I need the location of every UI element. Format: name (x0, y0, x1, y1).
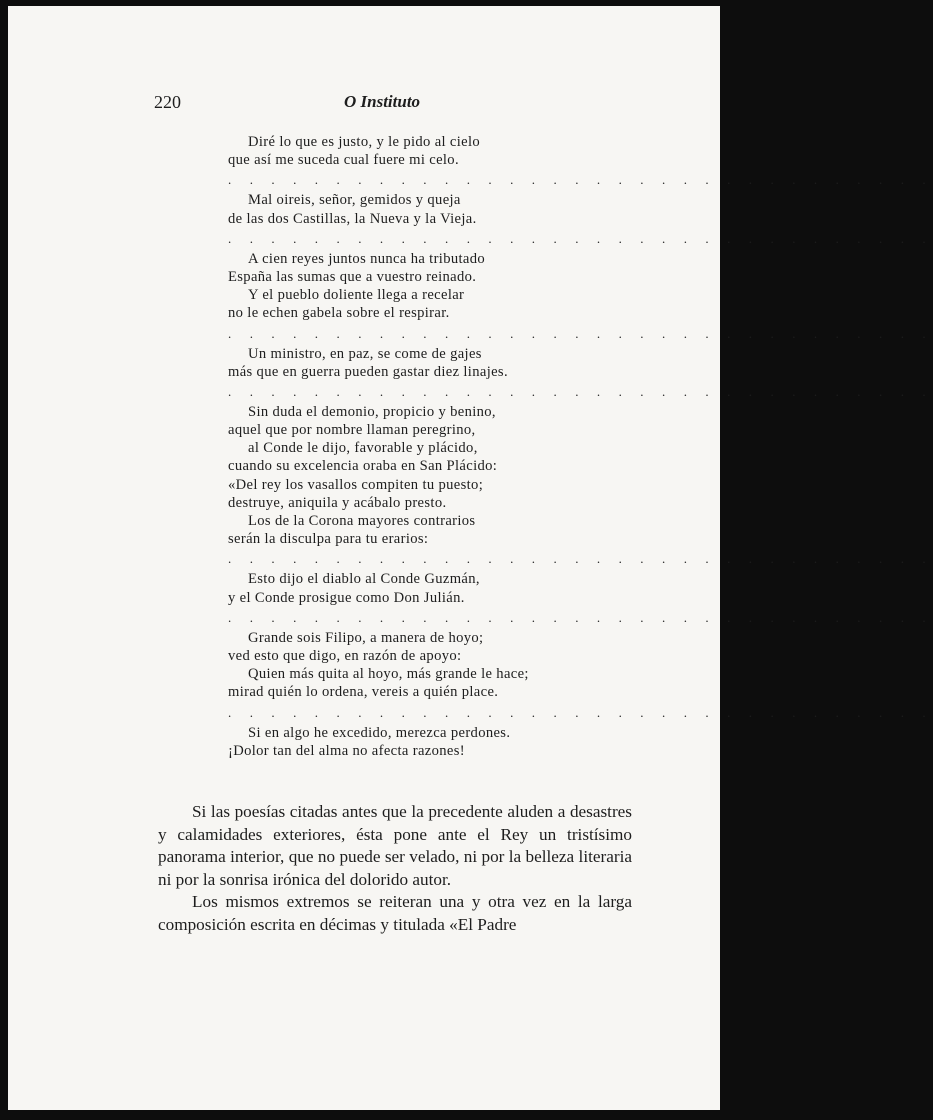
poem-line: ved esto que digo, en razón de apoyo: (228, 647, 462, 664)
dotted-separator: . . . . . . . . . . . . . . . . . . . . . . . . . . . . . . . . . (228, 704, 933, 720)
body-paragraph: Si las poesías citadas antes que la precedente aluden a desastres y calamidades exteriores, ésta pone ante el Rey un tristísimo panorama interior, que no puede ser velado, ni por la belleza literaria ni por la sonrisa irónica del dolorido autor. (158, 802, 632, 889)
poem-line: Los de la Corona mayores contrarios (248, 513, 476, 529)
poem-line: Diré lo que es justo, y le pido al cielo (248, 134, 481, 150)
poem-line: más que en guerra pueden gastar diez linajes. (228, 363, 508, 380)
poem-line: no le echen gabela sobre el respirar. (228, 305, 450, 322)
poem-line: Mal oireis, señor, gemidos y queja (248, 192, 461, 209)
poem-line: serán la disculpa para tu erarios: (228, 531, 429, 548)
poem-line: ¡Dolor tan del alma no afecta razones! (228, 742, 465, 759)
page-number: 220 (154, 92, 181, 112)
poem-block (228, 133, 933, 760)
poem-line: mirad quién lo ordena, vereis a quién place. (228, 684, 499, 701)
running-title: O Instituto (344, 92, 421, 111)
poem-line: que así me suceda cual fuere mi celo. (228, 152, 459, 169)
book-page (8, 6, 933, 1110)
poem-line: Y el pueblo doliente llega a recelar (248, 287, 465, 304)
poem-line: España las sumas que a vuestro reinado. (228, 268, 477, 285)
dotted-separator: . . . . . . . . . . . . . . . . . . . . . . . . . . . . . . . . . (228, 230, 933, 246)
body-paragraph: Los mismos extremos se reiteran una y otra vez en la larga composición escrita en décimas y titulada «El Padre (158, 892, 632, 934)
poem-line: Grande sois Filipo, a manera de hoyo; (248, 629, 484, 646)
dotted-separator: . . . . . . . . . . . . . . . . . . . . . . . . . . . . . . . . . (228, 172, 933, 188)
dotted-separator: . . . . . . . . . . . . . . . . . . . . . . . . . . . . . . . . . (228, 551, 933, 567)
poem-line: Esto dijo el diablo al Conde Guzmán, (248, 571, 480, 588)
poem-line: de las dos Castillas, la Nueva y la Vieja. (228, 210, 477, 227)
poem-line: Un ministro, en paz, se come de gajes (248, 345, 482, 362)
poem-line: destruye, aniquila y acábalo presto. (228, 494, 447, 511)
poem-line: A cien reyes juntos nunca ha tributado (248, 250, 486, 267)
poem-line: Quien más quita al hoyo, más grande le hace; (248, 666, 529, 683)
dotted-separator: . . . . . . . . . . . . . . . . . . . . . . . . . . . . . . . . . (228, 383, 933, 399)
prose-block (158, 801, 632, 937)
poem-line: Sin duda el demonio, propicio y benino, (248, 403, 496, 420)
poem-line: «Del rey los vasallos compiten tu puesto; (228, 476, 484, 493)
poem-line: y el Conde prosigue como Don Julián. (228, 589, 465, 606)
poem-line: aquel que por nombre llaman peregrino, (228, 422, 476, 439)
poem-line: Si en algo he excedido, merezca perdones. (248, 724, 511, 741)
page-header (8, 92, 720, 116)
dotted-separator: . . . . . . . . . . . . . . . . . . . . . . . . . . . . . . . . . (228, 325, 933, 341)
poem-line: cuando su excelencia oraba en San Plácido: (228, 458, 498, 475)
poem-line: al Conde le dijo, favorable y plácido, (248, 440, 478, 457)
dotted-separator: . . . . . . . . . . . . . . . . . . . . . . . . . . . . . . . . . (228, 609, 933, 625)
